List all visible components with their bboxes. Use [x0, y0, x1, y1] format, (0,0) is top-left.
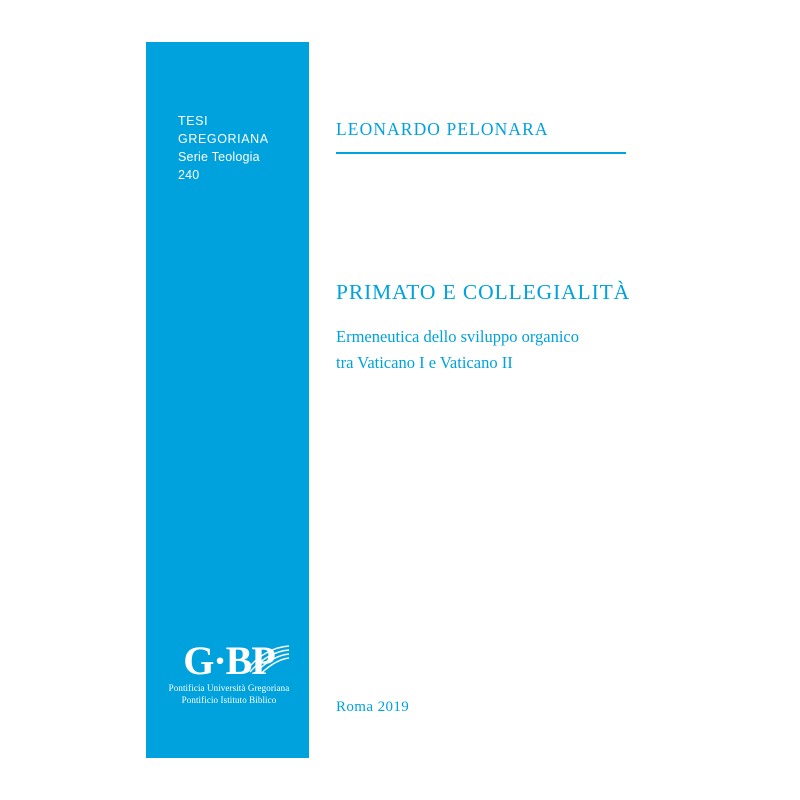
imprint-place-year: Roma 2019 — [336, 699, 410, 715]
book-subtitle — [336, 324, 636, 375]
publisher-name-line2: Pontificio Istituto Biblico — [181, 694, 277, 705]
series-title: TESI GREGORIANA — [178, 114, 269, 147]
cover-color-band — [146, 42, 309, 758]
series-subtitle: Serie Teologia — [178, 150, 260, 165]
series-info — [178, 112, 298, 185]
swoosh-icon — [244, 644, 290, 674]
book-cover — [146, 42, 654, 758]
gbp-logo-text: G·BP — [183, 637, 275, 683]
publisher-name-line1: Pontificia Università Gregoriana — [168, 682, 290, 693]
book-subtitle-line-2: tra Vaticano I e Vaticano II — [336, 352, 513, 372]
cover-main-panel — [309, 42, 654, 758]
author-divider — [336, 152, 626, 154]
series-number: 240 — [178, 168, 200, 183]
publisher-logo — [164, 637, 294, 706]
book-subtitle-line-1: Ermeneutica dello sviluppo organico — [336, 327, 580, 346]
author-name: LEONARDO PELONARA — [336, 119, 549, 139]
gbp-logo-mark — [164, 637, 294, 683]
book-title: PRIMATO E COLLEGIALITÀ — [336, 280, 631, 304]
